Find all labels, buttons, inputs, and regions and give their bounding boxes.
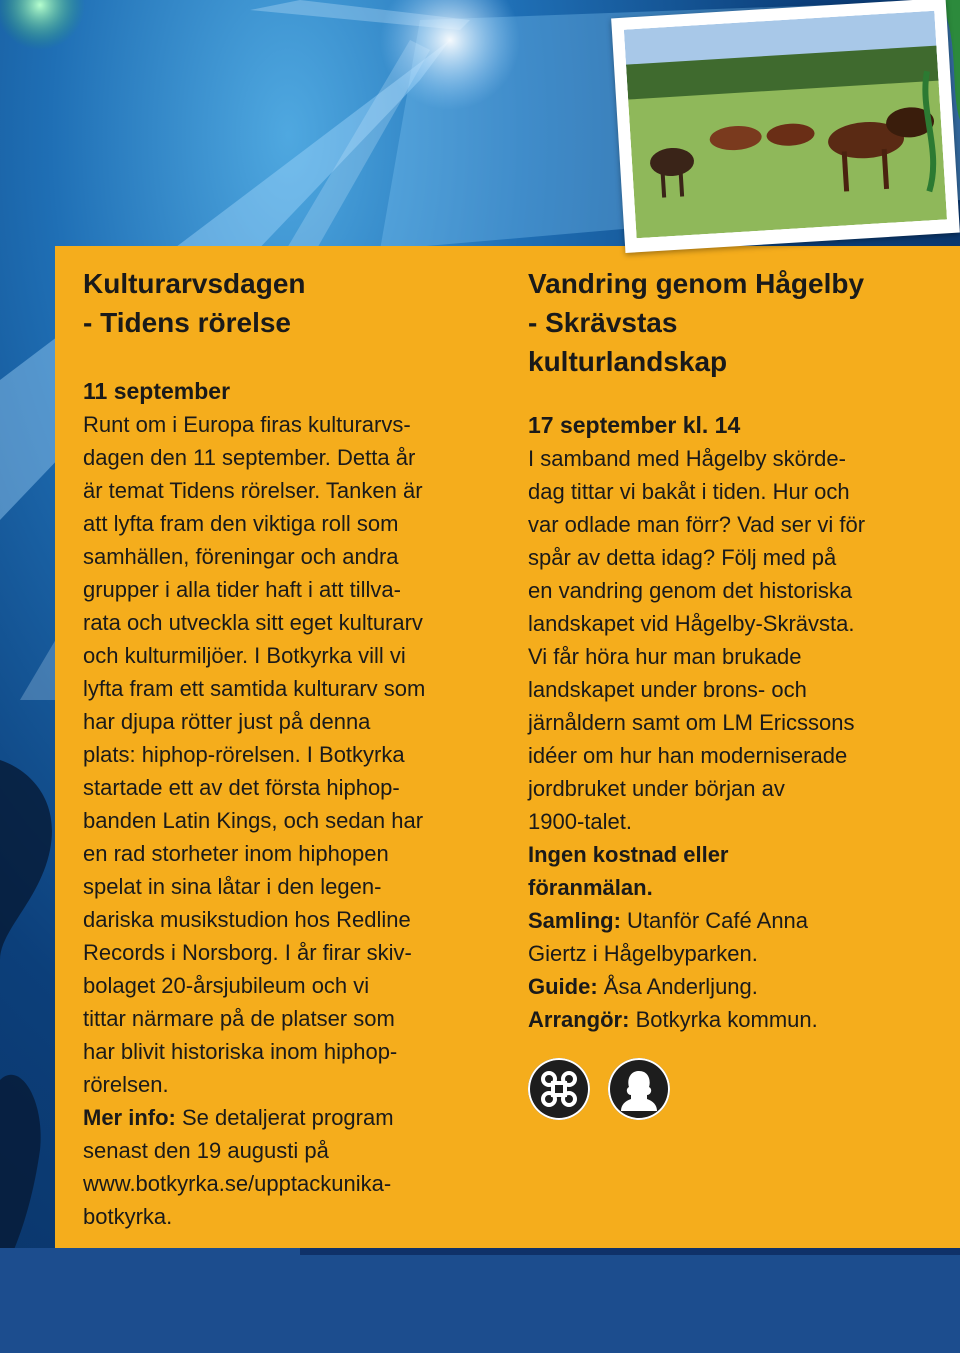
free-of-charge: Ingen kostnad eller föranmälan. [528,842,729,900]
guide-label: Guide: [528,974,598,999]
command-key-icon [528,1058,590,1120]
more-info-text: Se detaljerat program senast den 19 augusti på www.botkyrka.se/upptackunika- botkyrka. [83,1105,394,1229]
event-description: Runt om i Europa firas kulturarvs- dagen den 11 september. Detta år är temat Tidens rörelser. Tanken är att lyfta fram den viktiga roll som samhällen, föreningar och andra grupper i alla tider haft i att tillva- rata och utveckla sitt eget kulturarv och kulturmiljöer. I Botkyrka vill vi lyfta fram ett samtida kulturarv som har djupa rötter just på denna plats: hiphop-rörelsen. I Botkyrka startade ett av det första hiphop- banden Latin Kings, och sedan har en rad storheter inom hiphopen spelat in sina låtar i den legen- dariska musikstudion hos Redline Records i Norsborg. I år firar skiv- bolaget 20-årsjubileum och vi tittar närmare på de platser som har blivit historiska inom hiphop- rörelsen. [83,412,426,1097]
event-title: Kulturarvsdagen - Tidens rörelse [83,268,306,338]
more-info [83,1101,503,1233]
event-description: I samband med Hågelby skörde- dag tittar vi bakåt i tiden. Hur och var odlade man förr? Vad ser vi för spår av detta idag? Följ med på en vandring genom det historiska landskapet vid Hågelby-Skrävsta. Vi får höra hur man brukade landskapet under brons- och järnåldern samt om LM Ericssons idéer om hur han moderniserade jordbruket under början av 1900-talet. [528,446,866,834]
meeting-text: Utanför Café Anna Giertz i Hågelbyparken. [528,908,809,966]
event-date: 17 september kl. 14 [528,412,741,438]
organizer [528,1003,948,1036]
person-silhouette-icon [608,1058,670,1120]
event-date: 11 september [83,378,231,404]
meeting-point [528,904,948,970]
event-panel [55,246,960,1248]
info-icons [528,1058,670,1120]
horse-photo [611,0,960,253]
guide [528,970,948,1003]
event-kulturarvsdagen [83,264,503,1233]
guide-text: Åsa Anderljung. [597,974,758,999]
horses-in-field-image [624,11,947,239]
event-hagelby-walk [528,264,948,1036]
more-info-label: Mer info: [83,1105,176,1130]
organizer-label: Arrangör: [528,1007,630,1032]
meeting-label: Samling: [528,908,621,933]
event-title: Vandring genom Hågelby - Skrävstas kulturlandskap [528,268,865,377]
organizer-text: Botkyrka kommun. [629,1007,818,1032]
